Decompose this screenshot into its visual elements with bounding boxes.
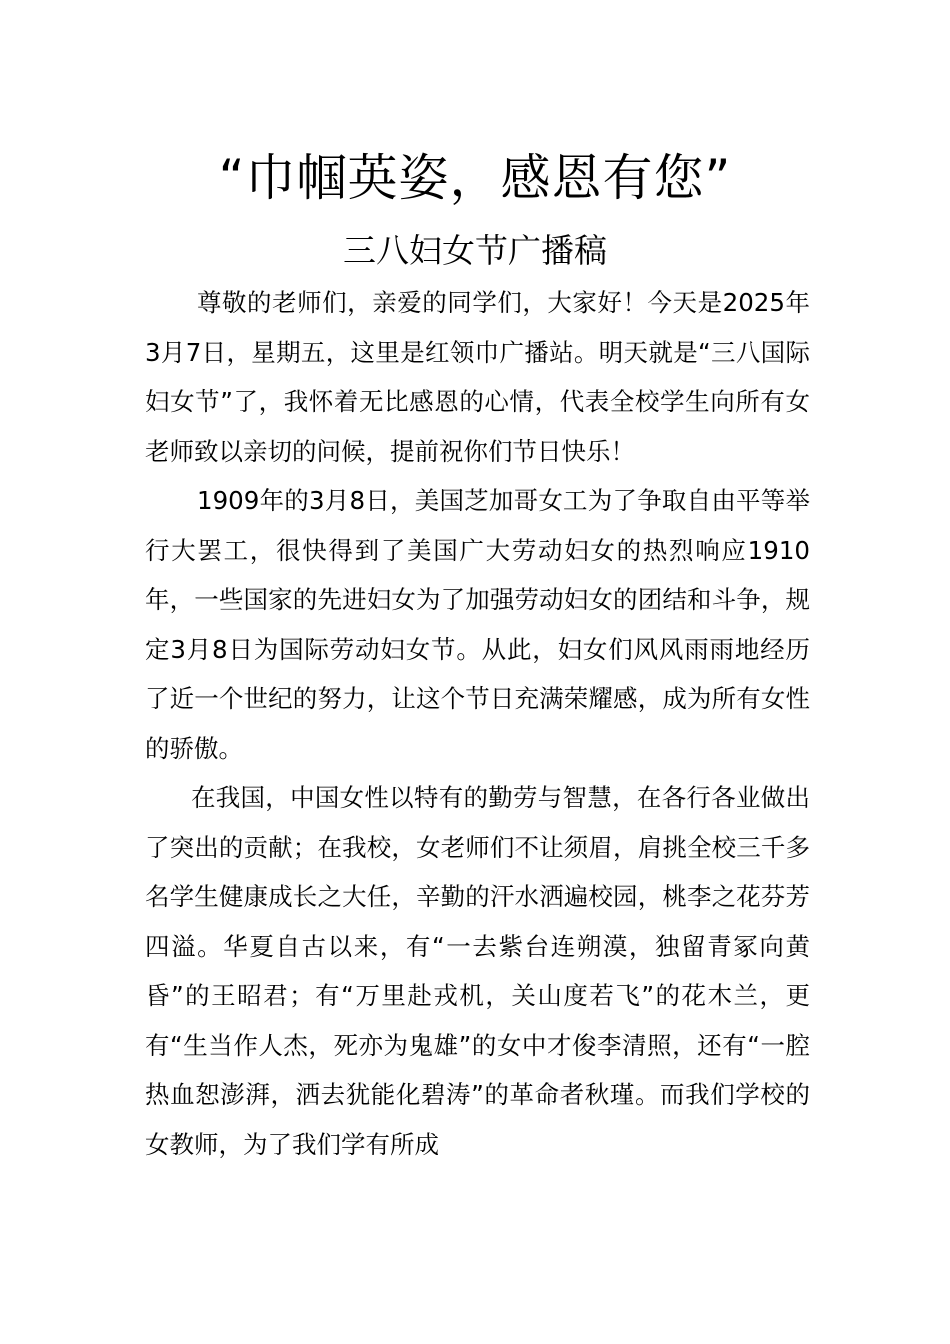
- paragraph-china-women: 在我国，中国女性以特有的勤劳与智慧，在各行各业做出了突出的贡献；在我校，女老师们不让须眉，肩挑全校三千多名学生健康成长之大任，辛勤的汗水洒遍校园，桃李之花芬芳四溢。华夏自古以来，有“一去紫台连朔漠，独留青冢向黄昏”的王昭君；有“万里赴戎机，关山度若飞”的花木兰，更有“生当作人杰，死亦为鬼雄”的女中才俊李清照，还有“一腔热血恕澎湃，洒去犹能化碧涛”的革命者秋瑾。而我们学校的女教师，为了我们学有所成: [145, 783, 810, 1159]
- document-title: “巾帼英姿，感恩有您”: [218, 149, 732, 207]
- document-body: [145, 278, 810, 1169]
- document-subtitle: 三八妇女节广播稿: [343, 231, 607, 270]
- paragraph-history: 1909年的3月8日，美国芝加哥女工为了争取自由平等举行大罢工，很快得到了美国广大劳动妇女的热烈响应1910年，一些国家的先进妇女为了加强劳动妇女的团结和斗争，规定3月8日为国际劳动妇女节。从此，妇女们风风雨雨地经历了近一个世纪的努力，让这个节日充满荣耀感，成为所有女性的骄傲。: [145, 486, 810, 763]
- paragraph-greeting: 尊敬的老师们，亲爱的同学们，大家好！今天是2025年3月7日，星期五，这里是红领巾广播站。明天就是“三八国际妇女节”了，我怀着无比感恩的心情，代表全校学生向所有女老师致以亲切的问候，提前祝你们节日快乐！: [145, 288, 810, 466]
